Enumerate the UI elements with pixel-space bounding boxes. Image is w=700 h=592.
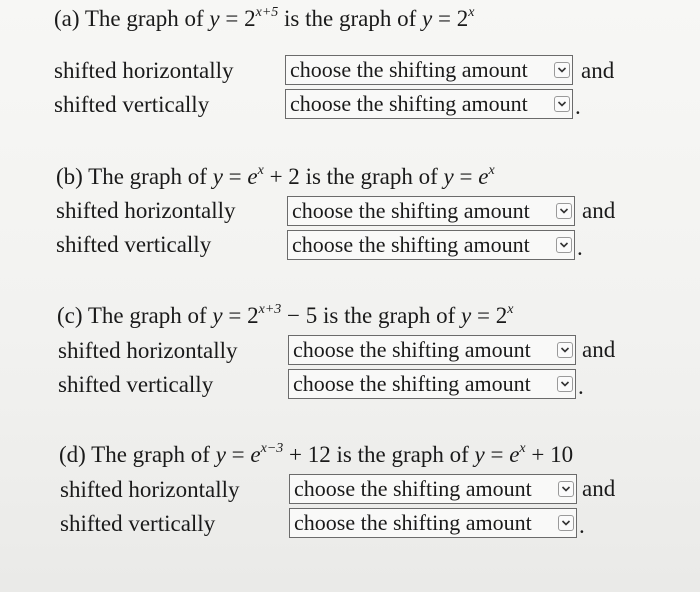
equation-exponent: x [507, 302, 514, 317]
equation-variable: y [460, 303, 472, 328]
horizontal-shift-select[interactable] [287, 196, 575, 226]
and-connector: and [582, 476, 616, 501]
equation-variable: y [422, 6, 433, 31]
horizontal-shift-label: shifted horizontally [60, 477, 240, 502]
period: . [577, 235, 583, 260]
select-text: choose the shifting amount [294, 510, 532, 535]
equation-base: e [250, 442, 261, 467]
equation-exponent: x [257, 163, 264, 178]
equation-exponent: x [488, 163, 495, 178]
equation-exponent: x+5 [255, 5, 279, 20]
and-connector: and [582, 337, 616, 362]
equation-tail: + 2 [263, 164, 300, 189]
horizontal-shift-select[interactable] [288, 335, 576, 365]
title-middle: is the graph of [330, 442, 475, 467]
vertical-shift-label: shifted vertically [60, 511, 216, 536]
equation-variable: y [443, 164, 454, 189]
horizontal-shift-select[interactable] [285, 55, 573, 85]
equation-variable: y [215, 442, 226, 467]
problem-title [54, 4, 474, 34]
vertical-shift-label: shifted vertically [54, 92, 210, 117]
title-lead: (d) The graph of [59, 442, 210, 467]
period: . [579, 513, 585, 538]
equation-base: e [509, 442, 520, 467]
vertical-shift-select[interactable] [288, 369, 576, 399]
equation-relation: = [453, 164, 479, 189]
equation-relation: = [484, 442, 510, 467]
period: . [578, 374, 584, 399]
horizontal-shift-label: shifted horizontally [54, 58, 234, 83]
problem-title [57, 301, 513, 331]
chevron-down-icon [556, 237, 572, 253]
chevron-down-icon [557, 376, 573, 392]
equation-relation: = [471, 303, 496, 328]
select-text: choose the shifting amount [290, 91, 528, 116]
select-text: choose the shifting amount [293, 337, 531, 362]
chevron-down-icon [556, 203, 572, 219]
chevron-down-icon [557, 342, 573, 358]
equation-base: 2 [495, 303, 508, 328]
select-text: choose the shifting amount [290, 57, 528, 82]
title-middle: is the graph of [299, 164, 444, 189]
equation-relation: = [222, 303, 248, 328]
chevron-down-icon [554, 96, 570, 112]
problem-title [56, 162, 495, 192]
equation-exponent: x [519, 441, 526, 456]
period: . [575, 94, 581, 119]
vertical-shift-select[interactable] [289, 508, 577, 538]
select-text: choose the shifting amount [292, 198, 530, 223]
title-lead: (c) The graph of [57, 303, 207, 328]
equation-relation: = [219, 6, 245, 31]
problem-title [59, 440, 573, 470]
chevron-down-icon [558, 515, 574, 531]
equation-base: e [478, 164, 489, 189]
chevron-down-icon [554, 62, 570, 78]
equation-relation: = [222, 164, 248, 189]
vertical-shift-select[interactable] [285, 89, 573, 119]
equation-base: 2 [247, 303, 259, 328]
equation-variable: y [209, 6, 220, 31]
equation-exponent: x−3 [260, 441, 284, 456]
and-connector: and [581, 58, 615, 83]
select-text: choose the shifting amount [294, 476, 532, 501]
title-lead: (b) The graph of [56, 164, 207, 189]
select-text: choose the shifting amount [292, 232, 530, 257]
equation-variable: y [474, 442, 485, 467]
horizontal-shift-select[interactable] [289, 474, 577, 504]
equation-tail: − 5 [281, 303, 318, 328]
chevron-down-icon [558, 481, 574, 497]
select-text: choose the shifting amount [293, 371, 531, 396]
equation-variable: y [212, 164, 223, 189]
title-lead: (a) The graph of [54, 6, 204, 31]
vertical-shift-label: shifted vertically [58, 372, 214, 397]
horizontal-shift-label: shifted horizontally [56, 198, 236, 223]
equation-variable: y [212, 303, 223, 328]
title-middle: is the graph of [317, 303, 461, 328]
title-middle: is the graph of [278, 6, 422, 31]
horizontal-shift-label: shifted horizontally [58, 338, 238, 363]
equation-base: 2 [244, 6, 256, 31]
equation-tail: + 12 [283, 442, 331, 467]
equation-exponent: x [468, 5, 475, 20]
equation-base: 2 [456, 6, 469, 31]
equation-tail: + 10 [525, 442, 574, 467]
and-connector: and [582, 198, 616, 223]
vertical-shift-select[interactable] [287, 230, 575, 260]
equation-exponent: x+3 [258, 302, 282, 317]
equation-base: e [247, 164, 258, 189]
equation-relation: = [225, 442, 251, 467]
vertical-shift-label: shifted vertically [56, 232, 212, 257]
equation-relation: = [432, 6, 457, 31]
